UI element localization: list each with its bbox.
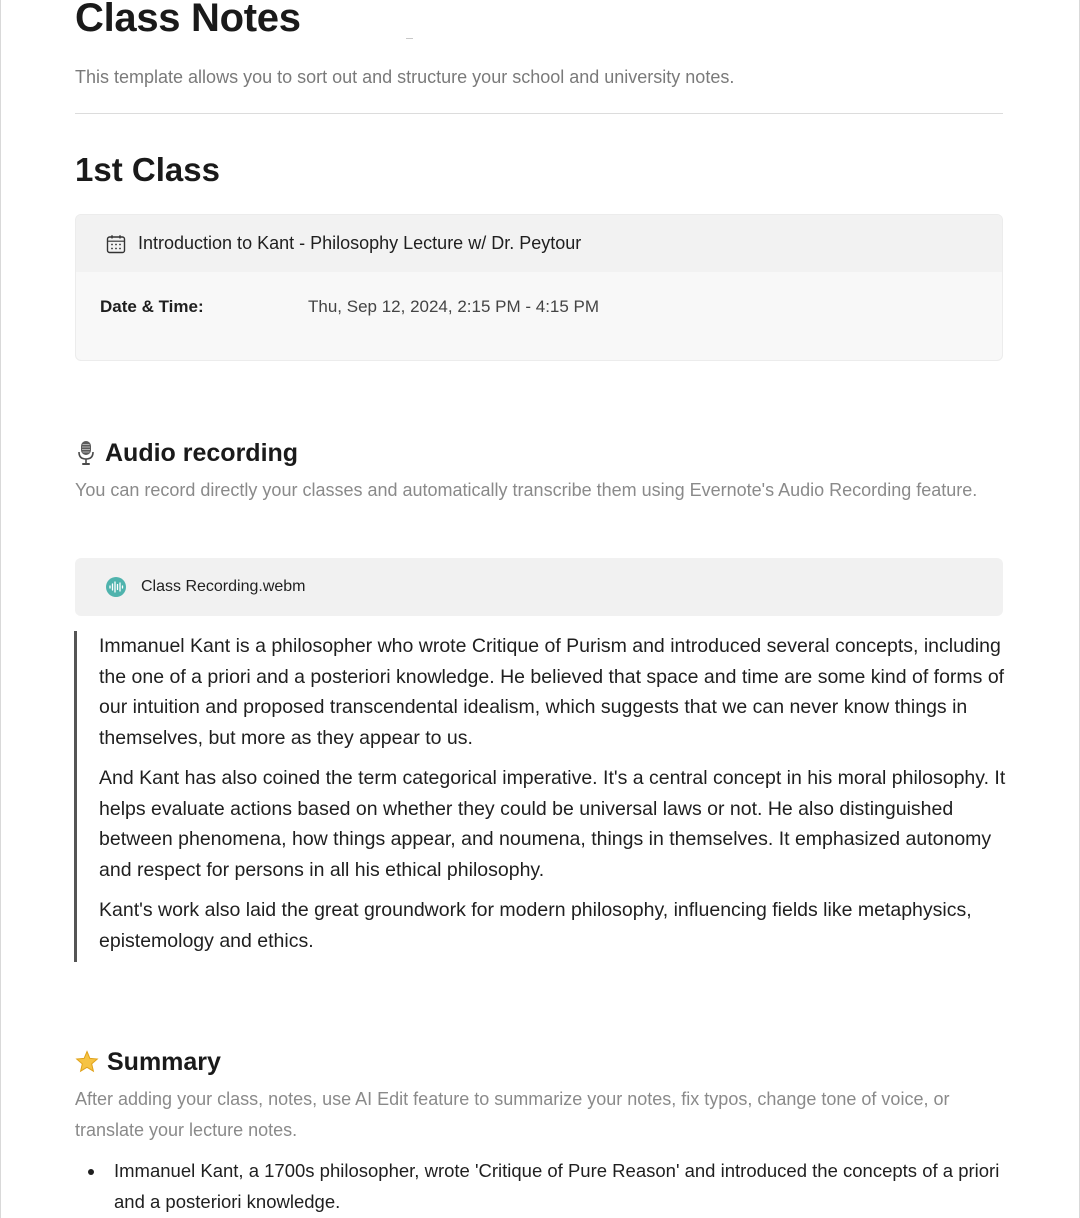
event-date-value[interactable]: Thu, Sep 12, 2024, 2:15 PM - 4:15 PM	[308, 297, 600, 316]
list-item[interactable]: Immanuel Kant, a 1700s philosopher, wrote 'Critique of Pure Reason' and introduced the concepts of a priori and a posteriori knowledge.	[75, 1156, 1005, 1217]
audio-waveform-icon	[105, 576, 127, 598]
event-date-label: Date & Time:	[100, 297, 204, 316]
transcript-paragraph[interactable]: Immanuel Kant is a philosopher who wrote Critique of Purism and introduced several concepts, including the one of a priori and a posteriori knowledge. He believed that space and time are some kind of forms of our intuition and proposed transcendental idealism, which suggests that we can never know things in themselves, but more as they appear to us.	[99, 635, 1005, 749]
summary-description[interactable]: After adding your class, notes, use AI Edit feature to summarize your notes, fix typos, change tone of voice, or translate your lecture notes.	[75, 1089, 950, 1140]
audio-attachment[interactable]	[75, 558, 1003, 616]
audio-recording-heading-text: Audio recording	[105, 439, 299, 467]
summary-heading[interactable]	[75, 1046, 221, 1078]
event-date-row	[100, 297, 599, 317]
cursor-mark	[406, 38, 413, 39]
star-icon	[75, 1050, 99, 1074]
microphone-icon	[75, 440, 97, 466]
event-title[interactable]: Introduction to Kant - Philosophy Lecture w/ Dr. Peytour	[138, 233, 582, 253]
transcript-paragraph[interactable]: Kant's work also laid the great groundwork for modern philosophy, influencing fields like metaphysics, epistemology and ethics.	[99, 899, 972, 952]
calendar-event-header[interactable]	[76, 215, 1002, 272]
audio-recording-heading[interactable]	[75, 437, 298, 469]
audio-filename[interactable]: Class Recording.webm	[141, 578, 306, 595]
calendar-icon	[106, 234, 126, 254]
window-left-edge	[0, 0, 1, 1218]
summary-list	[75, 1156, 1005, 1217]
transcript-paragraph[interactable]: And Kant has also coined the term categorical imperative. It's a central concept in his moral philosophy. It helps evaluate actions based on whether they could be universal laws or not. He also distinguished between phenomena, how things appear, and noumena, things in themselves. It emphasized autonomy and respect for persons in all his ethical philosophy.	[99, 767, 1006, 881]
page-title[interactable]: Class Notes	[75, 0, 301, 40]
summary-heading-text: Summary	[107, 1048, 221, 1076]
class-heading[interactable]: 1st Class	[75, 151, 220, 188]
calendar-event-card[interactable]	[75, 214, 1003, 361]
audio-recording-description[interactable]: You can record directly your classes and automatically transcribe them using Evernote's Audio Recording feature.	[75, 480, 978, 500]
page-subtitle[interactable]: This template allows you to sort out and structure your school and university notes.	[75, 67, 735, 87]
horizontal-divider	[75, 113, 1003, 114]
transcript-block[interactable]	[74, 631, 1009, 962]
